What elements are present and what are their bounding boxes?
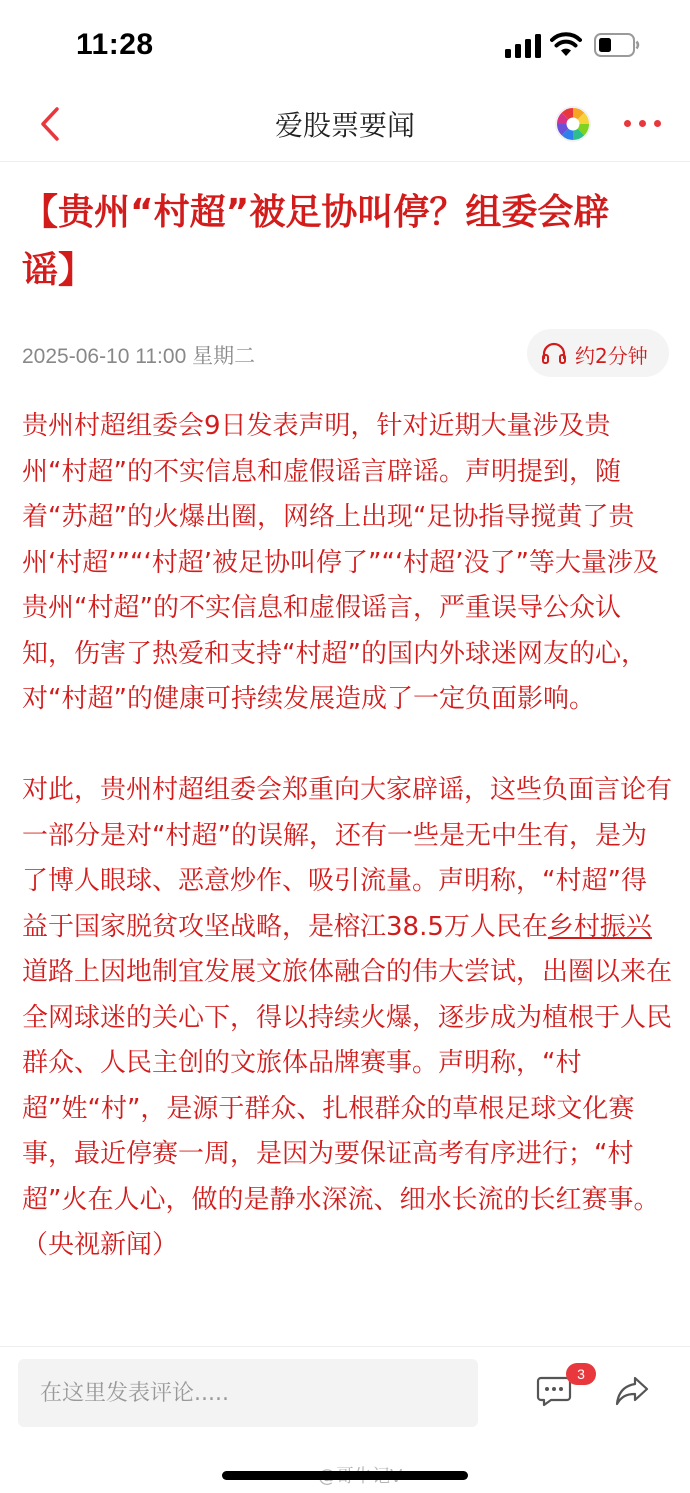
comment-bubble-icon[interactable] — [536, 1375, 572, 1407]
headphones-icon — [541, 342, 567, 364]
home-indicator — [222, 1471, 468, 1480]
page-title: 爱股票要闻 — [274, 109, 415, 142]
paragraph-text: 对此，贵州村超组委会郑重向大家辟谣，这些负面言论有一部分是对“村超”的误解，还有一些是无中生有，是为了博人眼球、恶意炒作、吸引流量。声明称，“村超”得益于国家脱贫攻坚战略，是榕江38.5万人民在 — [22, 775, 672, 942]
share-arrow-icon[interactable] — [614, 1373, 650, 1407]
status-bar — [0, 0, 690, 90]
article-datetime: 2025-06-10 11:00 星期二 — [22, 345, 256, 368]
listen-duration: 约2分钟 — [575, 344, 648, 368]
listen-button[interactable] — [527, 329, 669, 377]
color-wheel-logo-icon[interactable] — [554, 105, 592, 143]
keyword-link[interactable]: 乡村振兴 — [547, 911, 652, 942]
article-title: 【贵州“村超”被足协叫停？组委会辟谣】 — [22, 192, 610, 291]
comment-count-badge: 3 — [566, 1363, 596, 1385]
status-time: 11:28 — [76, 28, 154, 61]
article-paragraph: 贵州村超组委会9日发表声明，针对近期大量涉及贵州“村超”的不实信息和虚假谣言辟谣。声明提到，随着“苏超”的火爆出圈，网络上出现“足协指导搅黄了贵州‘村超’”“‘村超’被足协叫停了”“‘村超’没了”等大量涉及贵州“村超”的不实信息和虚假谣言，严重误导公众认知，伤害了热爱和支持“村超”的国内外球迷网友的心，对“村超”的健康可持续发展造成了一定负面影响。 — [22, 411, 659, 714]
paragraph-text: 道路上因地制宜发展文旅体融合的伟大尝试，出圈以来在全网球迷的关心下，得以持续火爆，逐步成为植根于人民群众、人民主创的文旅体品牌赛事。声明称，“村超”姓“村”，是源于群众、扎根群众的草根足球文化赛事，最近停赛一周，是因为要保证高考有序进行；“村超”火在人心，做的是静水深流、细水长流的长红赛事。（央视新闻） — [22, 957, 672, 1260]
nav-bar — [0, 90, 690, 162]
cellular-signal-icon — [505, 34, 541, 58]
more-dots-icon[interactable] — [622, 110, 664, 136]
battery-icon — [594, 33, 640, 57]
article-body — [22, 404, 672, 1346]
bottom-bar — [0, 1346, 690, 1493]
article-paragraph — [22, 768, 672, 1269]
comment-input[interactable] — [18, 1359, 478, 1427]
wifi-icon — [550, 30, 582, 58]
